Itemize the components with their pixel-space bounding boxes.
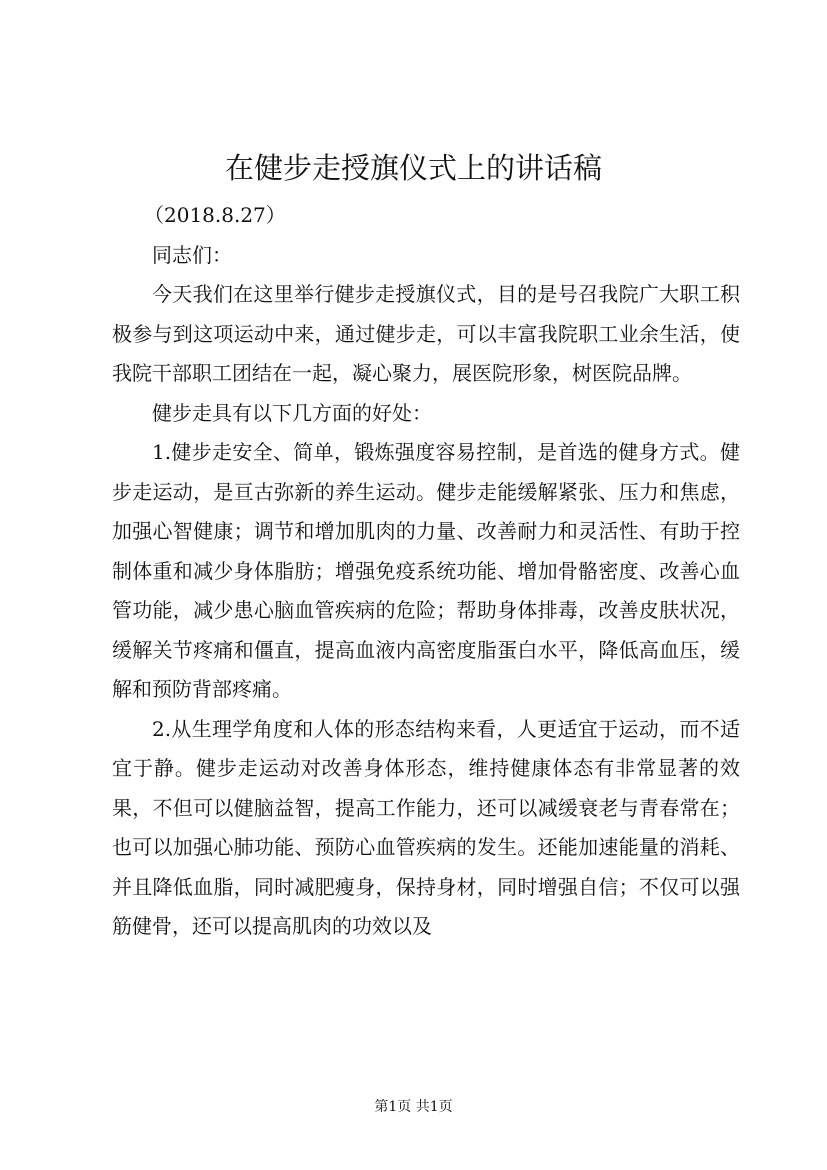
document-title: 在健步走授旗仪式上的讲话稿 (224, 151, 602, 185)
salutation: 同志们： (152, 242, 232, 267)
paragraph-intro: 今天我们在这里举行健步走授旗仪式，目的是号召我院广大职工积极参与到这项运动中来，通过健步走，可以丰富我院职工业余生活，使我院干部职工团结在一起，凝心聚力，展医院形象，树医院品牌。 (112, 282, 740, 385)
document-body (112, 196, 740, 947)
paragraph-benefits-heading: 健步走具有以下几方面的好处： (152, 400, 432, 425)
paragraph-benefit-1: 1.健步走安全、简单，锻炼强度容易控制，是首选的健身方式。健步走运动，是亘古弥新的养生运动。健步走能缓解紧张、压力和焦虑，加强心智健康；调节和增加肌肉的力量、改善耐力和灵活性、有助于控制体重和减少身体脂肪；增强免疫系统功能、增加骨骼密度、改善心血管功能，减少患心脑血管疾病的危险；帮助身体排毒，改善皮肤状况，缓解关节疼痛和僵直，提高血液内高密度脂蛋白水平，降低高血压，缓解和预防背部疼痛。 (112, 440, 740, 701)
paragraph-benefit-2: 2.从生理学角度和人体的形态结构来看，人更适宜于运动，而不适宜于静。健步走运动对改善身体形态，维持健康体态有非常显著的效果，不但可以健脑益智，提高工作能力，还可以减缓衰老与青春常在；也可以加强心肺功能、预防心血管疾病的发生。还能加速能量的消耗、并且降低血脂，同时减肥瘦身，保持身材，同时增强自信；不仅可以强筋健骨，还可以提高肌肉的功效以及 (112, 716, 740, 938)
document-date: （2018.8.27） (144, 203, 286, 227)
page-footer: 第1页 共1页 (374, 1099, 453, 1115)
